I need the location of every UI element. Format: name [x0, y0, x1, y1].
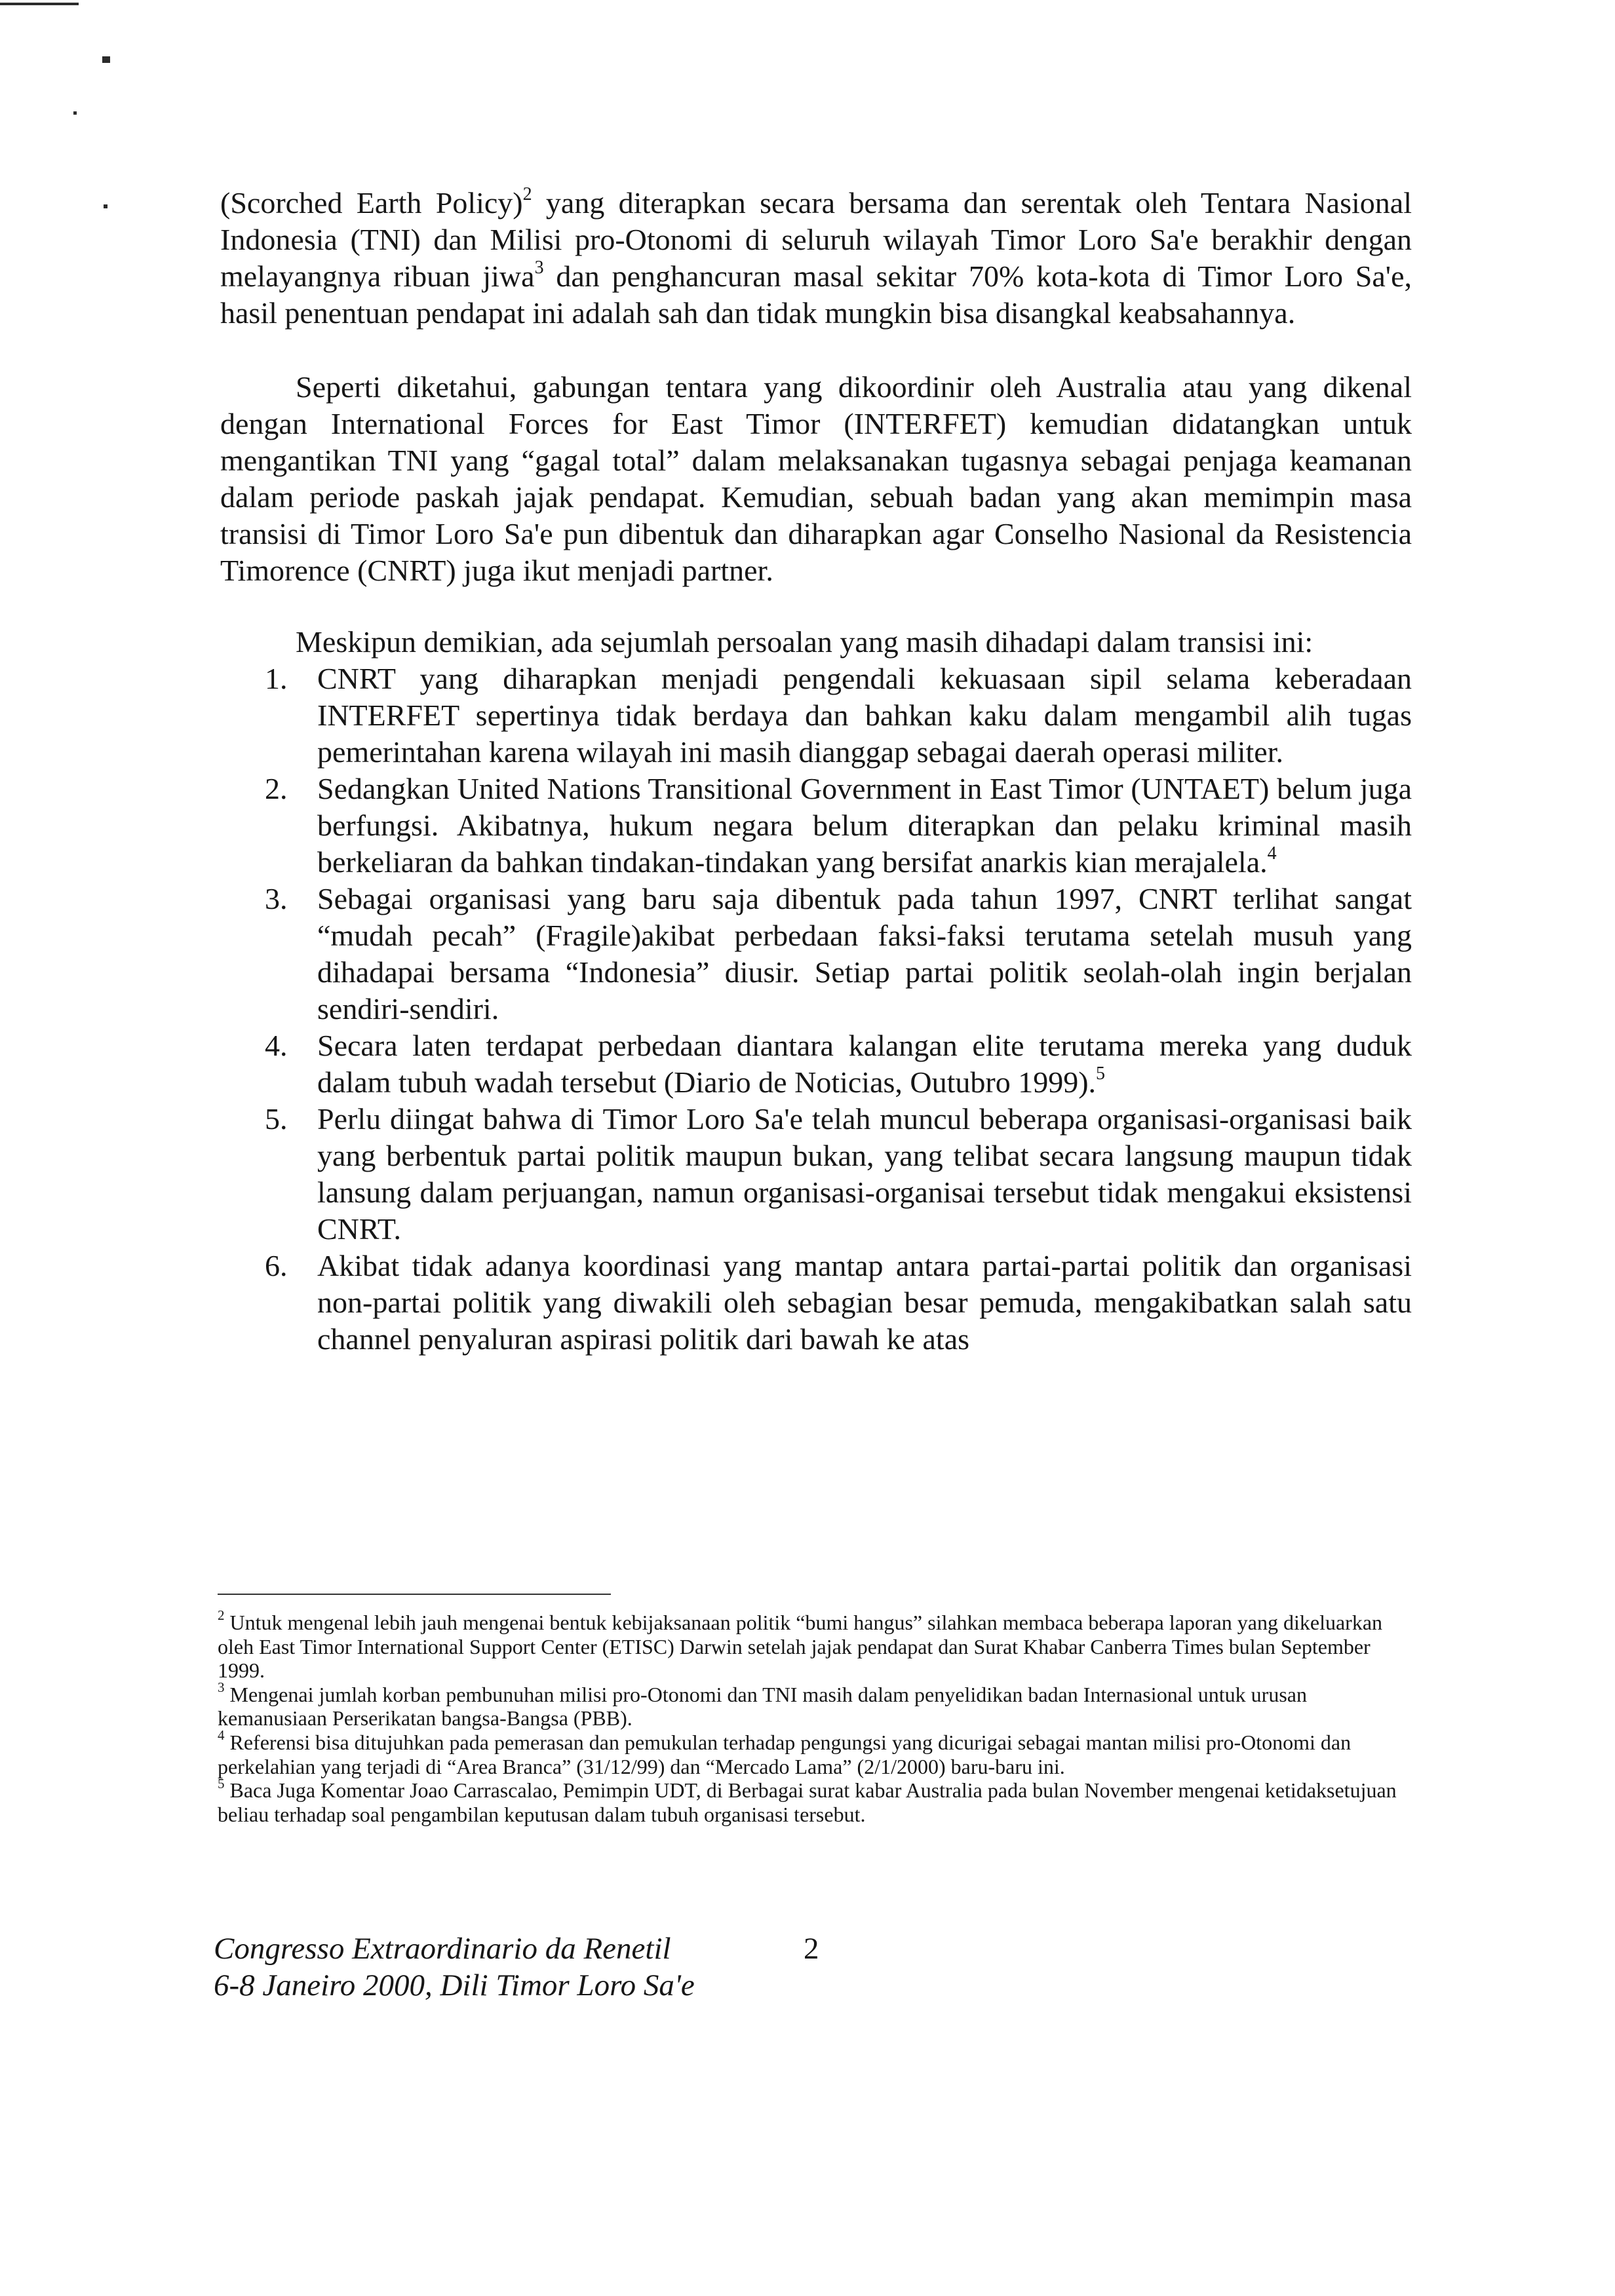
list-item-number: 3. [265, 882, 288, 915]
footnote-number: 3 [218, 1679, 225, 1696]
paragraph-text: dan penghancuran masal sekitar 70% kota-kota di Timor Loro Sa'e, hasil penentuan pendapat ini adalah sah dan tidak mungkin bisa disangkal keabsahannya. [220, 259, 1412, 330]
list-item-text: Akibat tidak adanya koordinasi yang mantap antara partai-partai politik dan organisasi non-partai politik yang diwakili oleh sebagian besar pemuda, mengakibatkan salah satu channel penyaluran aspirasi politik dari bawah ke atas [317, 1249, 1412, 1356]
footnote-ref: 5 [1096, 1063, 1106, 1084]
paragraph-text: (Scorched Earth Policy) [220, 186, 523, 220]
issues-list [220, 660, 1412, 1358]
footnote-text: Referensi bisa ditujuhkan pada pemerasan dan pemukulan terhadap pengungsi yang dicurigai sebagai mantan milisi pro-Otonomi dan perkelahian yang terjadi di “Area Branca” (31/12/99) dan “Mercado Lama” (2/1/2000) baru-baru ini. [218, 1730, 1352, 1778]
list-item-text: Perlu diingat bahwa di Timor Loro Sa'e telah muncul beberapa organisasi-organisasi baik yang berbentuk partai politik maupun bukan, yang telibat secara langsung maupun tidak lansung dalam perjuangan, namun organisasi-organisai tersebut tidak mengakui eksistensi CNRT. [317, 1102, 1412, 1246]
footnote-ref: 3 [534, 257, 544, 278]
list-item [220, 660, 1412, 771]
page-footer [214, 1930, 869, 2004]
paragraph-scorched-earth [220, 185, 1412, 332]
footnote-ref: 4 [1267, 843, 1277, 864]
paragraph-text: yang diterapkan secara bersama dan serentak oleh Tentara Nasional Indonesia (TNI) dan Milisi pro-Otonomi di seluruh wilayah Timor Loro Sa'e berakhir dengan melayangnya ribuan jiwa [220, 186, 1412, 293]
page-number: 2 [804, 1932, 819, 1966]
list-item-text: Secara laten terdapat perbedaan diantara kalangan elite terutama mereka yang duduk dalam tubuh wadah tersebut (Diario de Noticias, Outubro 1999). [317, 1029, 1412, 1099]
footer-event-title: Congresso Extraordinario da Renetil [214, 1932, 671, 1966]
body-text [220, 185, 1412, 1358]
list-item [220, 1101, 1412, 1248]
footnote-text: Mengenai jumlah korban pembunuhan milisi pro-Otonomi dan TNI masih dalam penyelidikan badan Internasional untuk urusan kemanusiaan Perserikatan bangsa-Bangsa (PBB). [218, 1682, 1307, 1731]
list-item-number: 2. [265, 772, 288, 805]
footnote-text: Untuk mengenal lebih jauh mengenai bentuk kebijaksanaan politik “bumi hangus” silahkan membaca beberapa laporan yang dikeluarkan oleh East Timor International Support Center (ETISC) Darwin setelah jajak pendapat dan Surat Khabar Canberra Times bulan September 1999. [218, 1611, 1383, 1683]
footnote-divider [218, 1594, 611, 1595]
list-item-number: 6. [265, 1249, 288, 1282]
scan-mark-corner [102, 56, 110, 63]
list-item [220, 1248, 1412, 1358]
scan-mark-top-edge [0, 3, 79, 5]
footnote-ref: 2 [522, 183, 532, 204]
paragraph-interfet: Seperti diketahui, gabungan tentara yang dikoordinir oleh Australia atau yang dikenal dengan International Forces for East Timor (INTERFET) kemudian didatangkan untuk mengantikan TNI yang “gagal total” dalam melaksanakan tugasnya sebagai penjaga keamanan dalam periode paskah jajak pendapat. Kemudian, sebuah badan yang akan memimpin masa transisi di Timor Loro Sa'e pun dibentuk dan diharapkan agar Conselho Nasional da Resistencia Timorence (CNRT) juga ikut menjadi partner. [220, 370, 1412, 587]
list-item-number: 5. [265, 1102, 288, 1136]
footnotes [218, 1607, 1399, 1826]
list-item [220, 881, 1412, 1027]
footnote-number: 2 [218, 1607, 225, 1624]
paragraph-issues-intro: Meskipun demikian, ada sejumlah persoalan yang masih dihadapi dalam transisi ini: [296, 625, 1313, 659]
scan-mark-speck [73, 111, 77, 115]
list-item-text: Sedangkan United Nations Transitional Government in East Timor (UNTAET) belum juga berfungsi. Akibatnya, hukum negara belum diterapkan dan pelaku kriminal masih berkeliaran da bahkan tindakan-tindakan yang bersifat anarkis kian merajalela. [317, 772, 1412, 879]
list-item [220, 1027, 1412, 1101]
footer-event-date: 6-8 Janeiro 2000, Dili Timor Loro Sa'e [214, 1968, 695, 2002]
footnote [218, 1679, 1399, 1731]
list-item-text: CNRT yang diharapkan menjadi pengendali kekuasaan sipil selama keberadaan INTERFET sepertinya tidak berdaya dan bahkan kaku dalam mengambil alih tugas pemerintahan karena wilayah ini masih dianggap sebagai daerah operasi militer. [317, 662, 1412, 769]
list-item-number: 1. [265, 662, 288, 695]
footnote-text: Baca Juga Komentar Joao Carrascalao, Pemimpin UDT, di Berbagai surat kabar Australia pada bulan November mengenai ketidaksetujuan beliau terhadap soal pengambilan keputusan dalam tubuh organisasi tersebut. [218, 1778, 1397, 1826]
footnote [218, 1727, 1399, 1778]
footnote-number: 5 [218, 1775, 225, 1791]
list-item [220, 771, 1412, 881]
scan-mark-bullet [104, 204, 107, 208]
list-item-number: 4. [265, 1029, 288, 1062]
footnote-number: 4 [218, 1727, 225, 1744]
footnote [218, 1607, 1399, 1683]
footnote [218, 1775, 1399, 1826]
list-item-text: Sebagai organisasi yang baru saja dibentuk pada tahun 1997, CNRT terlihat sangat “mudah pecah” (Fragile)akibat perbedaan faksi-faksi terutama setelah musuh yang dihadapai bersama “Indonesia” diusir. Setiap partai politik seolah-olah ingin berjalan sendiri-sendiri. [317, 882, 1412, 1025]
